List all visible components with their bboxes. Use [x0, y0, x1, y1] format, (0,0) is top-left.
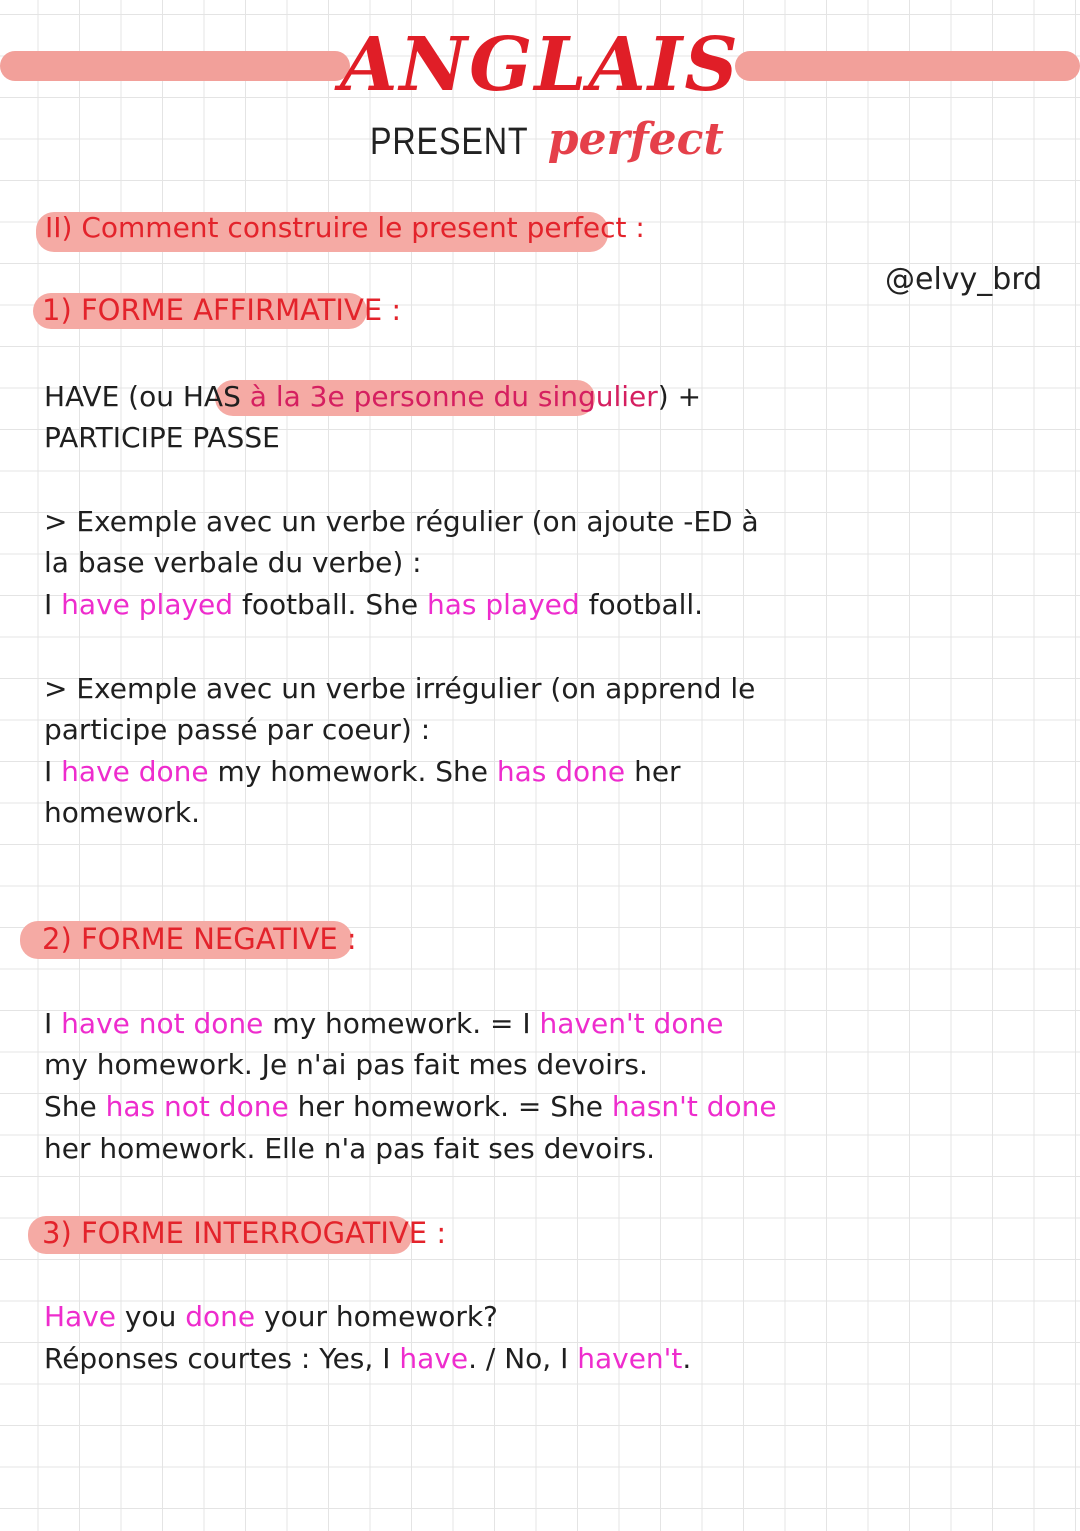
interrogative-line-1-d: your homework? [255, 1300, 498, 1333]
negative-line-3-b: has not done [105, 1090, 289, 1123]
negative-line-1-a: I [44, 1007, 62, 1040]
interrogative-line-2-b: have [399, 1342, 469, 1375]
interrogative-line-2-c: . / No, I [468, 1342, 578, 1375]
example2-s2: have done [61, 755, 209, 788]
example2-sentence [44, 751, 681, 793]
header-bar-left [0, 51, 350, 81]
example2-intro-1: > Exemple avec un verbe irrégulier (on apprend le [44, 672, 756, 705]
example2-s1: I [44, 755, 62, 788]
negative-line-1-b: have not done [61, 1007, 264, 1040]
section-title: II) Comment construire le present perfect : [45, 211, 645, 244]
example1-s2: have played [61, 588, 234, 621]
negative-line-4: her homework. Elle n'a pas fait ses devoirs. [44, 1132, 656, 1165]
rule-line-1-part-1: HAVE (ou HAS [44, 380, 241, 413]
example1-s3: football. She [233, 588, 427, 621]
rule-line-1-part-3: ) + [657, 380, 702, 413]
negative-line-2: my homework. Je n'ai pas fait mes devoirs. [44, 1048, 648, 1081]
example1-s5: football. [579, 588, 704, 621]
subtitle-perfect: perfect [547, 114, 724, 165]
negative-line-3-a: She [44, 1090, 106, 1123]
interrogative-line-2 [44, 1338, 691, 1380]
example2-intro-2: participe passé par coeur) : [44, 713, 431, 746]
author-handle: @elvy_brd [885, 262, 1043, 297]
interrogative-line-2-d: haven't [577, 1342, 683, 1375]
interrogative-line-1 [44, 1296, 498, 1338]
page-subtitle [330, 112, 750, 177]
interrogative-heading: 3) FORME INTERROGATIVE : [42, 1216, 447, 1250]
example1-s1: I [44, 588, 62, 621]
negative-line-3-d: hasn't done [611, 1090, 777, 1123]
example2-s4: has done [496, 755, 626, 788]
example2-s6: homework. [44, 796, 201, 829]
negative-line-3 [44, 1086, 777, 1128]
example1-intro-1: > Exemple avec un verbe régulier (on ajoute -ED à [44, 505, 759, 538]
example1-s4: has played [427, 588, 580, 621]
negative-line-1-c: my homework. = I [263, 1007, 540, 1040]
example2-s3: my homework. She [208, 755, 497, 788]
example1-intro-2: la base verbale du verbe) : [44, 546, 422, 579]
interrogative-line-1-b: you [116, 1300, 186, 1333]
subtitle-present: PRESENT [370, 121, 529, 163]
header-bar-right [735, 51, 1080, 81]
rule-line-1 [44, 376, 701, 418]
interrogative-line-1-c: done [185, 1300, 256, 1333]
negative-heading: 2) FORME NEGATIVE : [42, 922, 357, 956]
example2-s5: her [625, 755, 681, 788]
negative-line-1-d: haven't done [539, 1007, 724, 1040]
affirmative-heading: 1) FORME AFFIRMATIVE : [42, 293, 402, 327]
rule-line-2: PARTICIPE PASSE [44, 421, 280, 454]
page-title: ANGLAIS [340, 22, 740, 108]
interrogative-line-1-a: Have [44, 1300, 117, 1333]
example1-sentence [44, 584, 703, 626]
rule-line-1-part-2: à la 3e personne du singulier [240, 380, 658, 413]
negative-line-1 [44, 1003, 723, 1045]
interrogative-line-2-e: . [682, 1342, 692, 1375]
interrogative-line-2-a: Réponses courtes : Yes, I [44, 1342, 400, 1375]
negative-line-3-c: her homework. = She [288, 1090, 612, 1123]
